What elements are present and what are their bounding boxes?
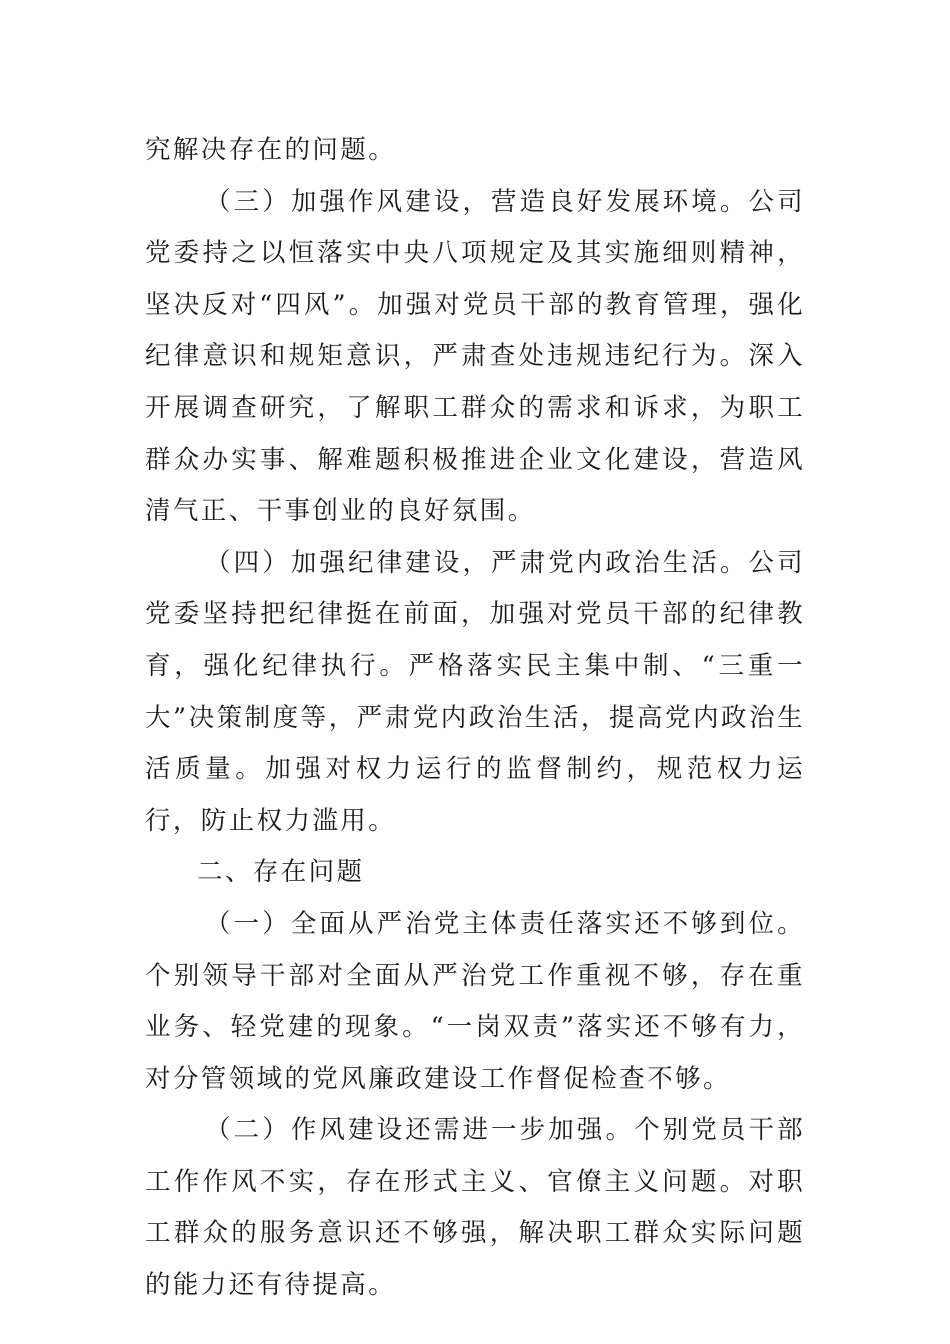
paragraph-continuation: 究解决存在的问题。 (145, 135, 397, 165)
paragraph-section-4: （四）加强纪律建设，严肃党内政治生活。公司党委坚持把纪律挺在前面，加强对党员干部的纪律教育，强化纪律执行。严格落实民主集中制、“三重一大”决策制度等，严肃党内政治生活，提高党内政治生活质量。加强对权力运行的监督制约，规范权力运行，防止权力滥用。 (145, 547, 805, 836)
section-heading-problems: 二、存在问题 (197, 857, 365, 888)
paragraph-problem-2: （二）作风建设还需进一步加强。个别党员干部工作作风不实，存在形式主义、官僚主义问题。对职工群众的服务意识还不够强，解决职工群众实际问题的能力还有待提高。 (145, 1115, 805, 1301)
paragraph-problem-1: （一）全面从严治党主体责任落实还不够到位。个别领导干部对全面从严治党工作重视不够，存在重业务、轻党建的现象。“一岗双责”落实还不够有力，对分管领域的党风廉政建设工作督促检查不够。 (145, 908, 805, 1094)
paragraph-section-3: （三）加强作风建设，营造良好发展环境。公司党委持之以恒落实中央八项规定及其实施细则精神，坚决反对“四风”。加强对党员干部的教育管理，强化纪律意识和规矩意识，严肃查处违规违纪行为。深入开展调查研究，了解职工群众的需求和诉求，为职工群众办实事、解难题积极推进企业文化建设，营造风清气正、干事创业的良好氛围。 (145, 186, 805, 527)
document-body (145, 125, 805, 1312)
